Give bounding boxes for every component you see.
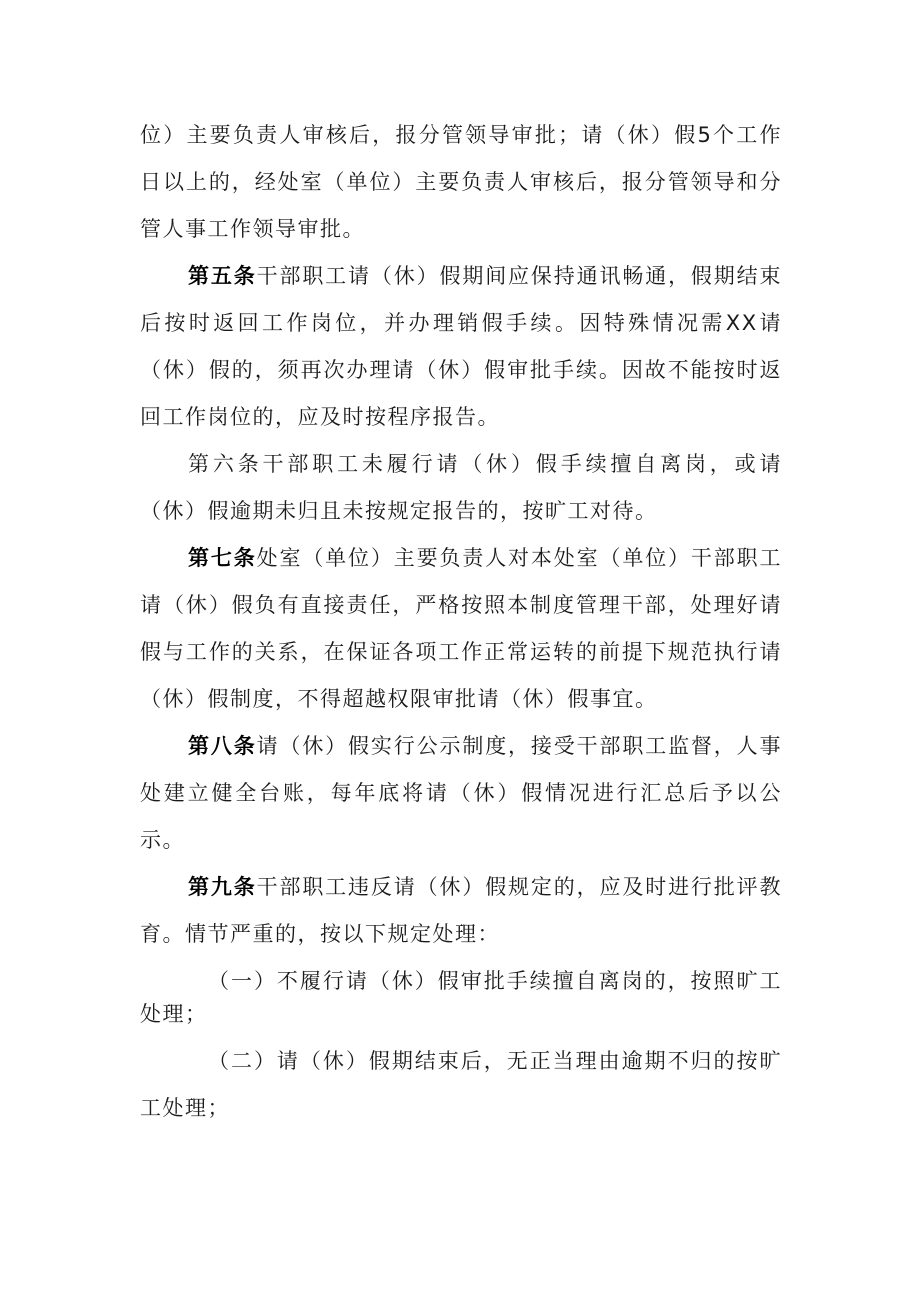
paragraph-article-5 bbox=[140, 253, 782, 441]
article-heading: 第七条 bbox=[188, 546, 257, 570]
paragraph-item-2 bbox=[140, 1038, 782, 1132]
article-heading: 第五条 bbox=[188, 264, 257, 288]
paragraph-text: （二）请（休）假期结束后，无正当理由逾期不归的按旷工处理； bbox=[140, 1049, 782, 1120]
paragraph-article-7 bbox=[140, 535, 782, 723]
paragraph-text: 第六条干部职工未履行请（休）假手续擅自离岗，或请（休）假逾期未归且未按规定报告的，按旷工对待。 bbox=[140, 452, 782, 523]
document-body bbox=[140, 112, 782, 1132]
article-heading: 第八条 bbox=[188, 734, 257, 758]
paragraph-text: 干部职工请（休）假期间应保持通讯畅通，假期结束后按时返回工作岗位，并办理销假手续。因特殊情况需XX请（休）假的，须再次办理请（休）假审批手续。因故不能按时返回工作岗位的，应及时按程序报告。 bbox=[140, 264, 783, 429]
paragraph-text: 请（休）假实行公示制度，接受干部职工监督，人事处建立健全台账，每年底将请（休）假情况进行汇总后予以公示。 bbox=[140, 734, 783, 852]
paragraph-article-9 bbox=[140, 864, 782, 958]
paragraph-text: 处室（单位）主要负责人对本处室（单位）干部职工请（休）假负有直接责任，严格按照本制度管理干部，处理好请假与工作的关系，在保证各项工作正常运转的前提下规范执行请（休）假制度，不得超越权限审批请（休）假事宜。 bbox=[140, 546, 783, 711]
paragraph-article-6 bbox=[140, 441, 782, 535]
paragraph-article-8 bbox=[140, 723, 782, 864]
paragraph-text: （一）不履行请（休）假审批手续擅自离岗的，按照旷工处理； bbox=[140, 969, 782, 1026]
paragraph-item-1 bbox=[140, 965, 782, 1031]
article-heading: 第九条 bbox=[188, 875, 257, 899]
paragraph-text: 干部职工违反请（休）假规定的，应及时进行批评教育。情节严重的，按以下规定处理： bbox=[140, 875, 783, 946]
paragraph-continuation bbox=[140, 112, 782, 253]
paragraph-text: 位）主要负责人审核后，报分管领导审批；请（休）假5个工作日以上的，经处室（单位）主要负责人审核后，报分管领导和分管人事工作领导审批。 bbox=[140, 123, 782, 241]
